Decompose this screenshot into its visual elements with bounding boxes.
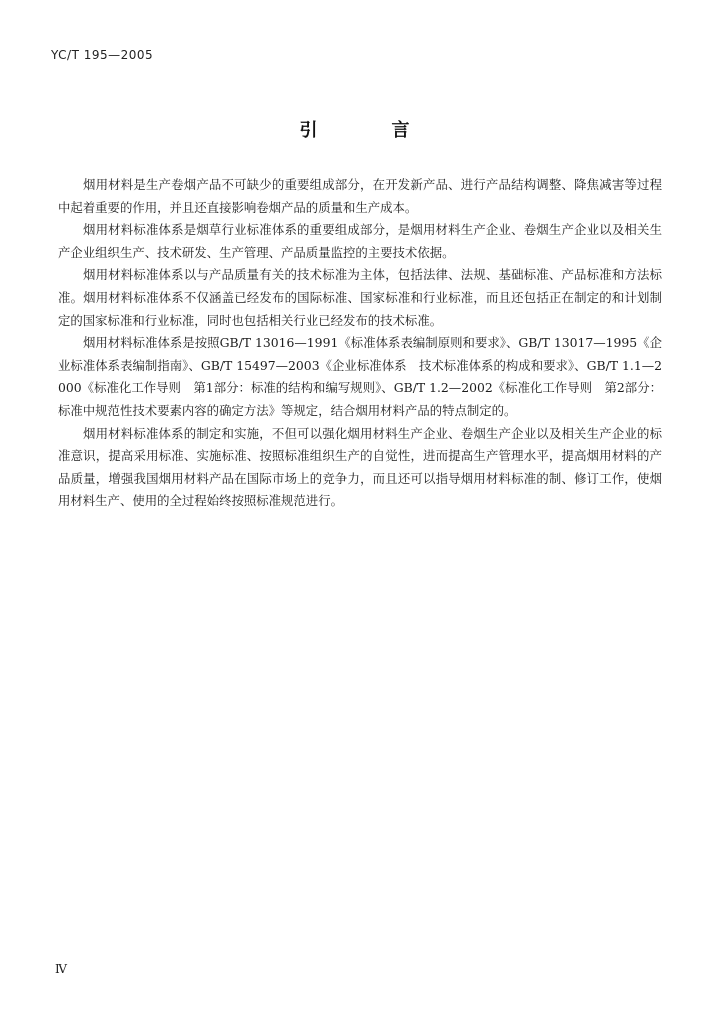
paragraph: 烟用材料标准体系的制定和实施，不但可以强化烟用材料生产企业、卷烟生产企业以及相关生产企业的标准意识，提高采用标准、实施标准、按照标准组织生产的自觉性，进而提高生产管理水平，提高烟用材料的产品质量，增强我国烟用材料产品在国际市场上的竞争力，而且还可以指导烟用材料标准的制、修订工作，使烟用材料生产、使用的全过程始终按照标准规范进行。 bbox=[58, 425, 662, 509]
paragraph: 烟用材料标准体系以与产品质量有关的技术标准为主体，包括法律、法规、基础标准、产品标准和方法标准。烟用材料标准体系不仅涵盖已经发布的国际标准、国家标准和行业标准，而且还包括正在制定的和计划制定的国家标准和行业标准，同时也包括相关行业已经发布的技术标准。 bbox=[58, 267, 662, 328]
paragraph: 烟用材料标准体系是烟草行业标准体系的重要组成部分，是烟用材料生产企业、卷烟生产企业以及相关生产企业组织生产、技术研发、生产管理、产品质量监控的主要技术依据。 bbox=[58, 222, 662, 260]
body-text bbox=[58, 174, 662, 513]
page-number: Ⅳ bbox=[55, 962, 67, 976]
paragraph: 烟用材料标准体系是按照GB/T 13016—1991《标准体系表编制原则和要求》、GB/T 13017—1995《企业标准体系表编制指南》、GB/T 15497—2003《企业标准体系 技术标准体系的构成和要求》、GB/T 1.1—2000《标准化工作导则 第1部分：标准的结构和编写规则》、GB/T 1.2—2002《标准化工作导则 第2部分：标准中规范性技术要素内容的确定方法》等规定，结合烟用材料产品的特点制定的。 bbox=[58, 335, 662, 418]
section-title: 引 言 bbox=[299, 120, 438, 141]
standard-code: YC/T 195—2005 bbox=[51, 48, 154, 62]
paragraph: 烟用材料是生产卷烟产品不可缺少的重要组成部分，在开发新产品、进行产品结构调整、降焦减害等过程中起着重要的作用，并且还直接影响卷烟产品的质量和生产成本。 bbox=[58, 177, 662, 215]
